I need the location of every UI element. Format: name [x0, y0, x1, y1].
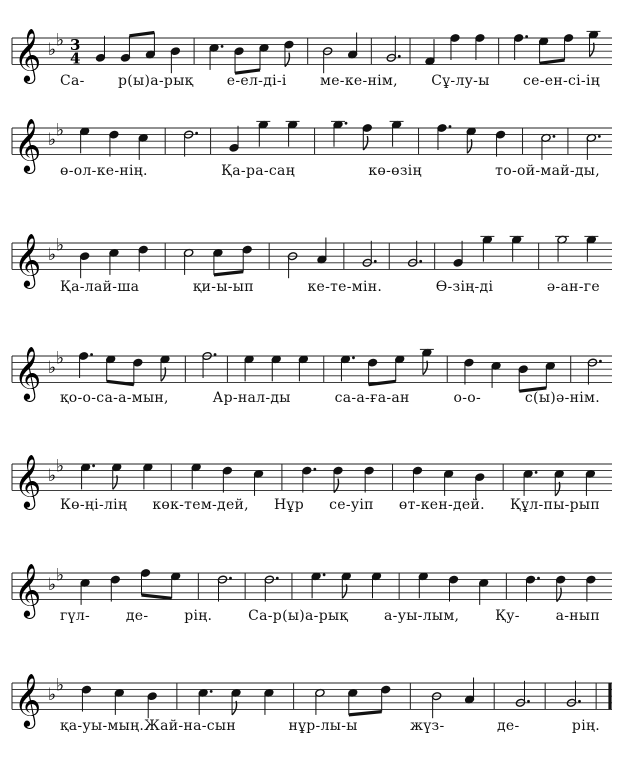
- beam: [129, 33, 154, 36]
- augmentation-dot: [527, 700, 530, 703]
- treble-clef-icon: 𝄞: [14, 562, 42, 617]
- lyrics-line: Кө-ңі-лің көк-тем-дей, Нұр се-уіп өт-кен-дей. Құл-пы-рып: [60, 497, 600, 513]
- flat-sign-icon: ♭: [48, 245, 57, 266]
- augmentation-dot: [374, 260, 377, 263]
- augmentation-dot: [210, 690, 213, 693]
- augmentation-dot: [525, 35, 528, 38]
- lyrics-line: гүл- де- рің. Са-р(ы)а-рық а-уы-лым, Қу- а-нып: [60, 608, 600, 624]
- flat-sign-icon: ♭: [48, 466, 57, 487]
- time-signature-denominator: 4: [70, 49, 81, 68]
- augmentation-dot: [599, 360, 602, 363]
- flat-sign-icon: ♭: [56, 348, 65, 369]
- treble-clef-icon: 𝄞: [14, 232, 42, 287]
- treble-clef-icon: 𝄞: [14, 453, 42, 508]
- augmentation-dot: [553, 135, 556, 138]
- lyrics-line: қо-о-са-а-мын, Ар-нал-ды са-а-ға-ан о-о- с(ы)ә-нім.: [60, 390, 600, 406]
- augmentation-dot: [323, 573, 326, 576]
- augmentation-dot: [313, 468, 316, 471]
- augmentation-dot: [221, 45, 224, 48]
- treble-clef-icon: 𝄞: [14, 27, 42, 82]
- beam: [107, 381, 134, 384]
- flat-sign-icon: ♭: [48, 575, 57, 596]
- beam: [540, 60, 565, 63]
- augmentation-dot: [195, 132, 198, 135]
- augmentation-dot: [537, 577, 540, 580]
- augmentation-dot: [229, 577, 232, 580]
- augmentation-dot: [578, 700, 581, 703]
- lyrics-line: қа-уы-мың.Жай-на-сын нұр-лы-ы жүз- де- рің.: [60, 718, 600, 734]
- treble-clef-icon: 𝄞: [14, 345, 42, 400]
- augmentation-dot: [449, 125, 452, 128]
- flat-sign-icon: ♭: [56, 456, 65, 477]
- flat-sign-icon: ♭: [48, 685, 57, 706]
- augmentation-dot: [352, 356, 355, 359]
- flat-sign-icon: ♭: [56, 565, 65, 586]
- augmentation-dot: [90, 353, 93, 356]
- augmentation-dot: [398, 55, 401, 58]
- flat-sign-icon: ♭: [48, 358, 57, 379]
- flat-sign-icon: ♭: [48, 130, 57, 151]
- augmentation-dot: [214, 353, 217, 356]
- beam: [214, 272, 243, 275]
- treble-clef-icon: 𝄞: [14, 117, 42, 172]
- flat-sign-icon: ♭: [56, 30, 65, 51]
- flat-sign-icon: ♭: [56, 235, 65, 256]
- beam: [349, 712, 382, 715]
- lyrics-line: ө-ол-ке-нің. Қа-ра-саң кө-өзің то-ой-май-ды,: [60, 163, 600, 179]
- augmentation-dot: [419, 260, 422, 263]
- time-signature-numerator: 3: [70, 36, 81, 55]
- augmentation-dot: [598, 135, 601, 138]
- augmentation-dot: [276, 577, 279, 580]
- treble-clef-icon: 𝄞: [14, 672, 42, 727]
- augmentation-dot: [535, 471, 538, 474]
- beam: [141, 595, 171, 598]
- lyrics-line: Қа-лай-ша қи-ы-ып ке-те-мін. Ө-зің-ді ә-ан-ге: [60, 279, 600, 295]
- lyrics-line: Са- р(ы)а-рық е-ел-ді-і ме-ке-нім, Сұ-лу-ы се-ен-сі-ің: [60, 73, 600, 89]
- augmentation-dot: [92, 464, 95, 467]
- flat-sign-icon: ♭: [48, 40, 57, 61]
- flat-sign-icon: ♭: [56, 675, 65, 696]
- beam: [369, 381, 396, 384]
- augmentation-dot: [345, 122, 348, 125]
- flat-sign-icon: ♭: [56, 120, 65, 141]
